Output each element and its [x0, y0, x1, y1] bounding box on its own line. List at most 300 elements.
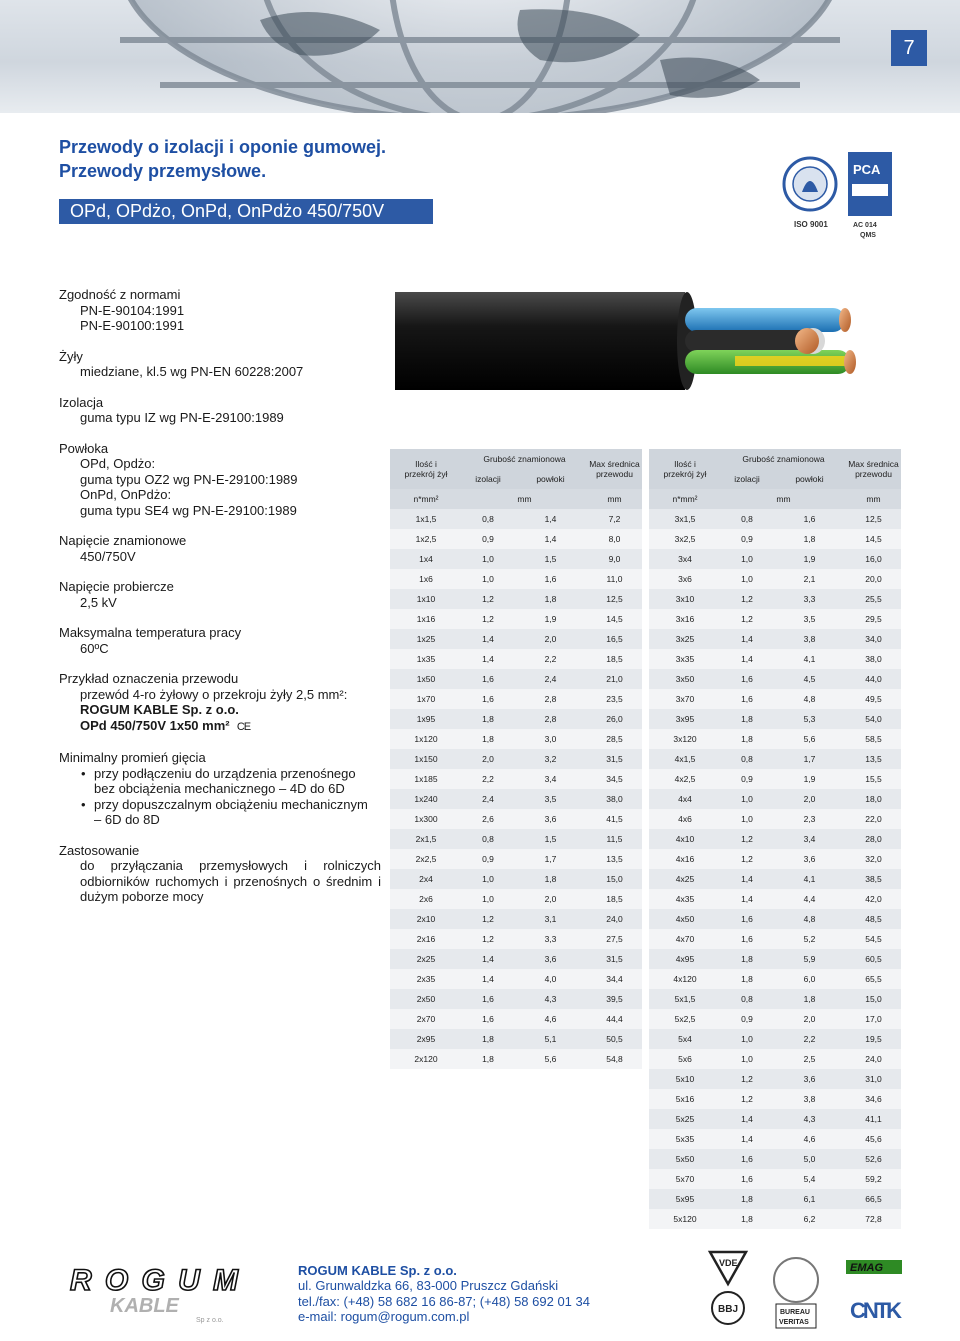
sheath-cell: 3,0	[514, 729, 587, 749]
insulation-cell: 1,0	[462, 889, 514, 909]
diameter-cell: 41,5	[587, 809, 642, 829]
diameter-cell: 32,0	[846, 849, 901, 869]
logo-sub: Sp z o.o.	[196, 1317, 224, 1324]
diameter-cell: 31,0	[846, 1069, 901, 1089]
diameter-cell: 13,5	[846, 749, 901, 769]
insulation-cell: 1,2	[462, 609, 514, 629]
ac-label: AC 014	[853, 222, 877, 229]
sheath-cell: 4,3	[773, 1109, 846, 1129]
bend-radius-item: • przy dopuszczalnym obciążeniu mechanicznym	[59, 797, 381, 813]
sheath-cell: 1,4	[514, 529, 587, 549]
footer-email[interactable]: e-mail: rogum@rogum.com.pl	[298, 1308, 470, 1324]
sheath-cell: 3,2	[514, 749, 587, 769]
header-banner	[0, 0, 960, 113]
insulation-cell: 1,0	[721, 1029, 773, 1049]
table-row	[390, 1049, 642, 1069]
bureau-veritas-icon	[774, 1258, 818, 1328]
diameter-cell: 23,5	[587, 689, 642, 709]
sheath-cell: 4,3	[514, 989, 587, 1009]
insulation-cell: 1,6	[462, 989, 514, 1009]
footer-phone: tel./fax: (+48) 58 682 16 86-87; (+48) 58 692 01 34	[298, 1293, 590, 1309]
diameter-cell: 34,4	[587, 969, 642, 989]
diameter-cell: 15,5	[846, 769, 901, 789]
diameter-cell: 31,5	[587, 949, 642, 969]
insulation-cell: 2,2	[462, 769, 514, 789]
insulation-cell: 1,6	[721, 689, 773, 709]
iso-seal-icon	[784, 158, 836, 210]
sheath-cell: 4,6	[514, 1009, 587, 1029]
section-cell: 1x185	[390, 769, 462, 789]
diameter-cell: 24,0	[587, 909, 642, 929]
section-cell: 1x300	[390, 809, 462, 829]
diameter-cell: 38,5	[846, 869, 901, 889]
sheath-cell: 3,6	[514, 809, 587, 829]
section-cell: 2x16	[390, 929, 462, 949]
insulation-cell: 1,4	[721, 889, 773, 909]
diameter-cell: 11,0	[587, 569, 642, 589]
sheath-cell: 4,1	[773, 649, 846, 669]
diameter-cell: 16,0	[846, 549, 901, 569]
diameter-cell: 41,1	[846, 1109, 901, 1129]
diameter-cell: 54,8	[587, 1049, 642, 1069]
sheath-cell: 2,0	[773, 789, 846, 809]
diameter-cell: 27,5	[587, 929, 642, 949]
table-row	[390, 849, 642, 869]
col-header-thickness: Grubość znamionowa	[721, 449, 846, 469]
insulation-cell: 1,8	[721, 709, 773, 729]
section-cell: 4x6	[649, 809, 721, 829]
insulation-cell: 1,2	[721, 609, 773, 629]
diameter-cell: 28,5	[587, 729, 642, 749]
table-row	[649, 1109, 901, 1129]
insulation-cell: 0,9	[721, 769, 773, 789]
sheath-cell: 5,2	[773, 929, 846, 949]
sheath-cell: 5,4	[773, 1169, 846, 1189]
table-row	[649, 1089, 901, 1109]
section-cell: 4x1,5	[649, 749, 721, 769]
insulation-cell: 0,9	[721, 529, 773, 549]
table-row	[390, 649, 642, 669]
insulation-cell: 1,2	[721, 1089, 773, 1109]
diameter-cell: 66,5	[846, 1189, 901, 1209]
table-row	[390, 669, 642, 689]
col-header-sheath: powłoki	[514, 469, 587, 489]
sheath-cell: 2,1	[773, 569, 846, 589]
sheath-cell: 4,0	[514, 969, 587, 989]
insulation-cell: 1,6	[721, 1149, 773, 1169]
table-row	[649, 989, 901, 1009]
sheath-cell: 2,2	[514, 649, 587, 669]
diameter-cell: 50,5	[587, 1029, 642, 1049]
bend-radius-heading: Minimalny promień gięcia	[59, 750, 206, 765]
insulation-heading: Izolacja	[59, 394, 104, 410]
insulation-cell: 1,8	[721, 1189, 773, 1209]
table-row	[390, 589, 642, 609]
sheath-cell: 3,5	[514, 789, 587, 809]
diameter-cell: 45,6	[846, 1129, 901, 1149]
unit-cell: n*mm²	[390, 489, 462, 509]
section-cell: 2x10	[390, 909, 462, 929]
table-row	[390, 989, 642, 1009]
insulation-value: guma typu IZ wg PN-E-29100:1989	[80, 410, 284, 425]
cable-table-left	[390, 449, 642, 1069]
sheath-cell: 3,1	[514, 909, 587, 929]
section-cell: 1x70	[390, 689, 462, 709]
section-cell: 1x95	[390, 709, 462, 729]
sheath-cell: 4,8	[773, 909, 846, 929]
svg-text:CNTK: CNTK	[850, 1298, 902, 1323]
section-cell: 2x25	[390, 949, 462, 969]
section-cell: 3x1,5	[649, 509, 721, 529]
diameter-cell: 24,0	[846, 1049, 901, 1069]
diameter-cell: 16,5	[587, 629, 642, 649]
certification-logos	[780, 148, 898, 240]
section-cell: 3x25	[649, 629, 721, 649]
diameter-cell: 65,5	[846, 969, 901, 989]
diameter-cell: 49,5	[846, 689, 901, 709]
section-cell: 1x2,5	[390, 529, 462, 549]
section-cell: 5x25	[649, 1109, 721, 1129]
diameter-cell: 12,5	[587, 589, 642, 609]
insulation-cell: 1,2	[721, 849, 773, 869]
insulation-cell: 1,4	[462, 969, 514, 989]
section-cell: 5x120	[649, 1209, 721, 1229]
table-row	[390, 709, 642, 729]
sheath-cell: 2,5	[773, 1049, 846, 1069]
table-row	[649, 1029, 901, 1049]
sheath-cell: 5,3	[773, 709, 846, 729]
diameter-cell: 34,6	[846, 1089, 901, 1109]
insulation-cell: 1,0	[721, 789, 773, 809]
sheath-cell: 3,6	[773, 849, 846, 869]
sheath-cell: 2,8	[514, 689, 587, 709]
unit-cell: mm	[462, 489, 587, 509]
diameter-cell: 21,0	[587, 669, 642, 689]
table-row	[649, 649, 901, 669]
sheath-cell: 2,3	[773, 809, 846, 829]
sheath-cell: 1,6	[514, 569, 587, 589]
insulation-cell: 1,0	[462, 569, 514, 589]
diameter-cell: 44,0	[846, 669, 901, 689]
table-row	[390, 1029, 642, 1049]
insulation-cell: 2,0	[462, 749, 514, 769]
insulation-cell: 1,4	[462, 629, 514, 649]
cntk-icon	[850, 1298, 902, 1323]
diameter-cell: 54,0	[846, 709, 901, 729]
section-cell: 2x1,5	[390, 829, 462, 849]
insulation-cell: 1,0	[462, 549, 514, 569]
table-row	[390, 629, 642, 649]
application-heading: Zastosowanie	[59, 842, 140, 858]
table-row	[649, 689, 901, 709]
section-cell: 1x120	[390, 729, 462, 749]
sheath-opd-heading: OPd, Opdżo:	[80, 456, 156, 471]
footer-address: ul. Grunwaldzka 66, 83-000 Pruszcz Gdański	[298, 1278, 559, 1294]
insulation-cell: 1,6	[721, 909, 773, 929]
diameter-cell: 14,5	[846, 529, 901, 549]
sheath-cell: 3,4	[514, 769, 587, 789]
sheath-cell: 1,9	[514, 609, 587, 629]
sheath-cell: 6,0	[773, 969, 846, 989]
rogum-kable-logo	[68, 1262, 243, 1324]
insulation-cell: 1,8	[462, 709, 514, 729]
table-row	[649, 569, 901, 589]
table-row	[390, 1009, 642, 1029]
table-row	[649, 1189, 901, 1209]
insulation-cell: 1,6	[721, 669, 773, 689]
section-cell: 1x1,5	[390, 509, 462, 529]
diameter-cell: 8,0	[587, 529, 642, 549]
sheath-cell: 2,0	[514, 629, 587, 649]
section-cell: 5x16	[649, 1089, 721, 1109]
sheath-cell: 1,8	[514, 589, 587, 609]
bend-radius-item-cont: – 6D do 8D	[94, 812, 160, 827]
section-cell: 2x70	[390, 1009, 462, 1029]
table-row	[390, 549, 642, 569]
title-line: Przewody przemysłowe.	[59, 161, 267, 181]
table-row	[390, 689, 642, 709]
insulation-cell: 1,4	[721, 649, 773, 669]
insulation-cell: 1,8	[462, 1029, 514, 1049]
insulation-cell: 1,2	[462, 589, 514, 609]
bend-radius-item-cont: bez obciążenia mechanicznego – 4D do 6D	[94, 781, 345, 796]
section-cell: 5x1,5	[649, 989, 721, 1009]
table-row	[649, 769, 901, 789]
svg-text:BUREAU: BUREAU	[780, 1309, 810, 1316]
svg-text:EMAG: EMAG	[850, 1262, 883, 1274]
insulation-cell: 0,9	[462, 529, 514, 549]
iso-label: ISO 9001	[794, 220, 828, 229]
diameter-cell: 31,5	[587, 749, 642, 769]
diameter-cell: 59,2	[846, 1169, 901, 1189]
diameter-cell: 13,5	[587, 849, 642, 869]
diameter-cell: 26,0	[587, 709, 642, 729]
cable-table-right	[649, 449, 901, 1229]
table-row	[390, 609, 642, 629]
section-cell: 5x35	[649, 1129, 721, 1149]
section-cell: 2x35	[390, 969, 462, 989]
unit-cell: n*mm²	[649, 489, 721, 509]
sheath-cell: 1,9	[773, 769, 846, 789]
diameter-cell: 14,5	[587, 609, 642, 629]
insulation-cell: 1,6	[462, 669, 514, 689]
section-cell: 1x6	[390, 569, 462, 589]
section-cell: 5x70	[649, 1169, 721, 1189]
sheath-cell: 1,4	[514, 509, 587, 529]
example-text: przewód 4-ro żyłowy o przekroju żyły 2,5 mm²:	[80, 686, 348, 702]
table-row	[649, 629, 901, 649]
diameter-cell: 38,0	[587, 789, 642, 809]
section-cell: 1x10	[390, 589, 462, 609]
voltage-heading: Napięcie znamionowe	[59, 533, 187, 548]
insulation-cell: 2,4	[462, 789, 514, 809]
bend-radius-item: • przy podłączeniu do urządzenia przenośnego	[59, 766, 381, 782]
table-row	[649, 1069, 901, 1089]
sheath-cell: 3,3	[773, 589, 846, 609]
norm-item: PN-E-90100:1991	[80, 318, 185, 333]
section-cell: 2x4	[390, 869, 462, 889]
cores-value: miedziane, kl.5 wg PN-EN 60228:2007	[80, 364, 304, 379]
section-cell: 1x240	[390, 789, 462, 809]
diameter-cell: 44,4	[587, 1009, 642, 1029]
table-row	[649, 929, 901, 949]
insulation-cell: 1,6	[462, 689, 514, 709]
table-row	[649, 729, 901, 749]
table-row	[649, 549, 901, 569]
table-row	[649, 669, 901, 689]
table-row	[390, 909, 642, 929]
section-cell: 3x6	[649, 569, 721, 589]
vde-icon	[710, 1252, 746, 1284]
sheath-cell: 2,0	[773, 1009, 846, 1029]
insulation-cell: 1,0	[462, 869, 514, 889]
sheath-cell: 4,5	[773, 669, 846, 689]
sheath-cell: 1,8	[773, 989, 846, 1009]
table-row	[649, 1049, 901, 1069]
svg-text:BBJ: BBJ	[718, 1304, 739, 1315]
diameter-cell: 7,2	[587, 509, 642, 529]
table-row	[390, 809, 642, 829]
sheath-cell: 5,6	[773, 729, 846, 749]
section-cell: 1x50	[390, 669, 462, 689]
section-cell: 4x35	[649, 889, 721, 909]
example-company: ROGUM KABLE Sp. z o.o.	[80, 702, 239, 717]
diameter-cell: 12,5	[846, 509, 901, 529]
section-cell: 5x2,5	[649, 1009, 721, 1029]
diameter-cell: 52,6	[846, 1149, 901, 1169]
sheath-cell: 3,6	[514, 949, 587, 969]
section-cell: 3x16	[649, 609, 721, 629]
insulation-cell: 0,8	[721, 509, 773, 529]
col-header-section: Ilość i przekrój żył	[649, 449, 721, 489]
diameter-cell: 42,0	[846, 889, 901, 909]
sheath-cell: 4,6	[773, 1129, 846, 1149]
sheath-cell: 6,1	[773, 1189, 846, 1209]
insulation-cell: 1,0	[721, 549, 773, 569]
test-voltage-value: 2,5 kV	[80, 594, 117, 610]
diameter-cell: 72,8	[846, 1209, 901, 1229]
sheath-cell: 1,5	[514, 829, 587, 849]
sheath-onpd-heading: OnPd, OnPdżo:	[80, 487, 172, 502]
diameter-cell: 34,0	[846, 629, 901, 649]
sheath-cell: 3,3	[514, 929, 587, 949]
col-header-section: Ilość i przekrój żył	[390, 449, 462, 489]
section-cell: 4x10	[649, 829, 721, 849]
col-header-insulation: izolacji	[721, 469, 773, 489]
section-cell: 4x4	[649, 789, 721, 809]
table-row	[649, 509, 901, 529]
diameter-cell: 28,0	[846, 829, 901, 849]
bbj-icon	[712, 1292, 744, 1324]
table-row	[649, 1209, 901, 1229]
table-row	[649, 1129, 901, 1149]
section-cell: 3x50	[649, 669, 721, 689]
col-header-sheath: powłoki	[773, 469, 846, 489]
table-row	[649, 809, 901, 829]
table-row	[390, 749, 642, 769]
sheath-cell: 1,8	[773, 529, 846, 549]
norm-item: PN-E-90104:1991	[80, 302, 185, 318]
sheath-opd-value: guma typu OZ2 wg PN-E-29100:1989	[80, 471, 298, 487]
insulation-cell: 1,2	[721, 1069, 773, 1089]
insulation-cell: 1,8	[721, 729, 773, 749]
footer-company: ROGUM KABLE Sp. z o.o.	[298, 1263, 457, 1278]
table-row	[649, 709, 901, 729]
section-cell: 1x150	[390, 749, 462, 769]
insulation-cell: 1,4	[721, 1129, 773, 1149]
table-row	[649, 1009, 901, 1029]
section-cell: 2x95	[390, 1029, 462, 1049]
title-line: Przewody o izolacji i oponie gumowej.	[59, 137, 387, 157]
test-voltage-heading: Napięcie probiercze	[59, 579, 174, 594]
emag-icon	[846, 1260, 902, 1274]
sheath-cell: 2,2	[773, 1029, 846, 1049]
section-cell: 5x4	[649, 1029, 721, 1049]
sheath-cell: 1,8	[514, 869, 587, 889]
col-header-thickness: Grubość znamionowa	[462, 449, 587, 469]
sheath-cell: 2,4	[514, 669, 587, 689]
sheath-cell: 4,8	[773, 689, 846, 709]
insulation-cell: 1,8	[721, 949, 773, 969]
diameter-cell: 34,5	[587, 769, 642, 789]
sheath-cell: 3,8	[773, 629, 846, 649]
sheath-cell: 6,2	[773, 1209, 846, 1229]
table-row	[649, 909, 901, 929]
cable-image	[395, 288, 875, 398]
section-cell: 3x70	[649, 689, 721, 709]
table-row	[390, 529, 642, 549]
table-row	[649, 609, 901, 629]
section-cell: 5x10	[649, 1069, 721, 1089]
section-cell: 1x35	[390, 649, 462, 669]
cores-heading: Żyły	[59, 348, 83, 364]
application-text: do przyłączania przemysłowych i rolniczych odbiorników ruchomych i przenośnych o średnim i dużym poborze mocy	[80, 858, 381, 904]
section-cell: 4x25	[649, 869, 721, 889]
page-title	[59, 135, 386, 183]
diameter-cell: 18,5	[587, 889, 642, 909]
insulation-cell: 0,8	[721, 749, 773, 769]
insulation-cell: 1,8	[462, 1049, 514, 1069]
ce-mark-icon: CE	[236, 720, 251, 733]
insulation-cell: 1,2	[721, 589, 773, 609]
section-cell: 5x95	[649, 1189, 721, 1209]
section-cell: 1x16	[390, 609, 462, 629]
sheath-cell: 2,8	[514, 709, 587, 729]
sheath-onpd-value: guma typu SE4 wg PN-E-29100:1989	[80, 502, 297, 518]
sheath-cell: 3,4	[773, 829, 846, 849]
table-row	[390, 949, 642, 969]
temperature-value: 60ºC	[80, 640, 109, 656]
diameter-cell: 48,5	[846, 909, 901, 929]
section-cell: 5x50	[649, 1149, 721, 1169]
table-row	[390, 829, 642, 849]
section-cell: 3x2,5	[649, 529, 721, 549]
table-row	[390, 789, 642, 809]
insulation-cell: 1,0	[721, 569, 773, 589]
table-row	[649, 969, 901, 989]
unit-cell: mm	[587, 489, 642, 509]
table-row	[649, 869, 901, 889]
diameter-cell: 15,0	[587, 869, 642, 889]
sheath-cell: 1,9	[773, 549, 846, 569]
diameter-cell: 19,5	[846, 1029, 901, 1049]
table-row	[390, 769, 642, 789]
table-row	[649, 529, 901, 549]
diameter-cell: 17,0	[846, 1009, 901, 1029]
table-row	[649, 1169, 901, 1189]
table-row	[649, 889, 901, 909]
table-row	[390, 509, 642, 529]
